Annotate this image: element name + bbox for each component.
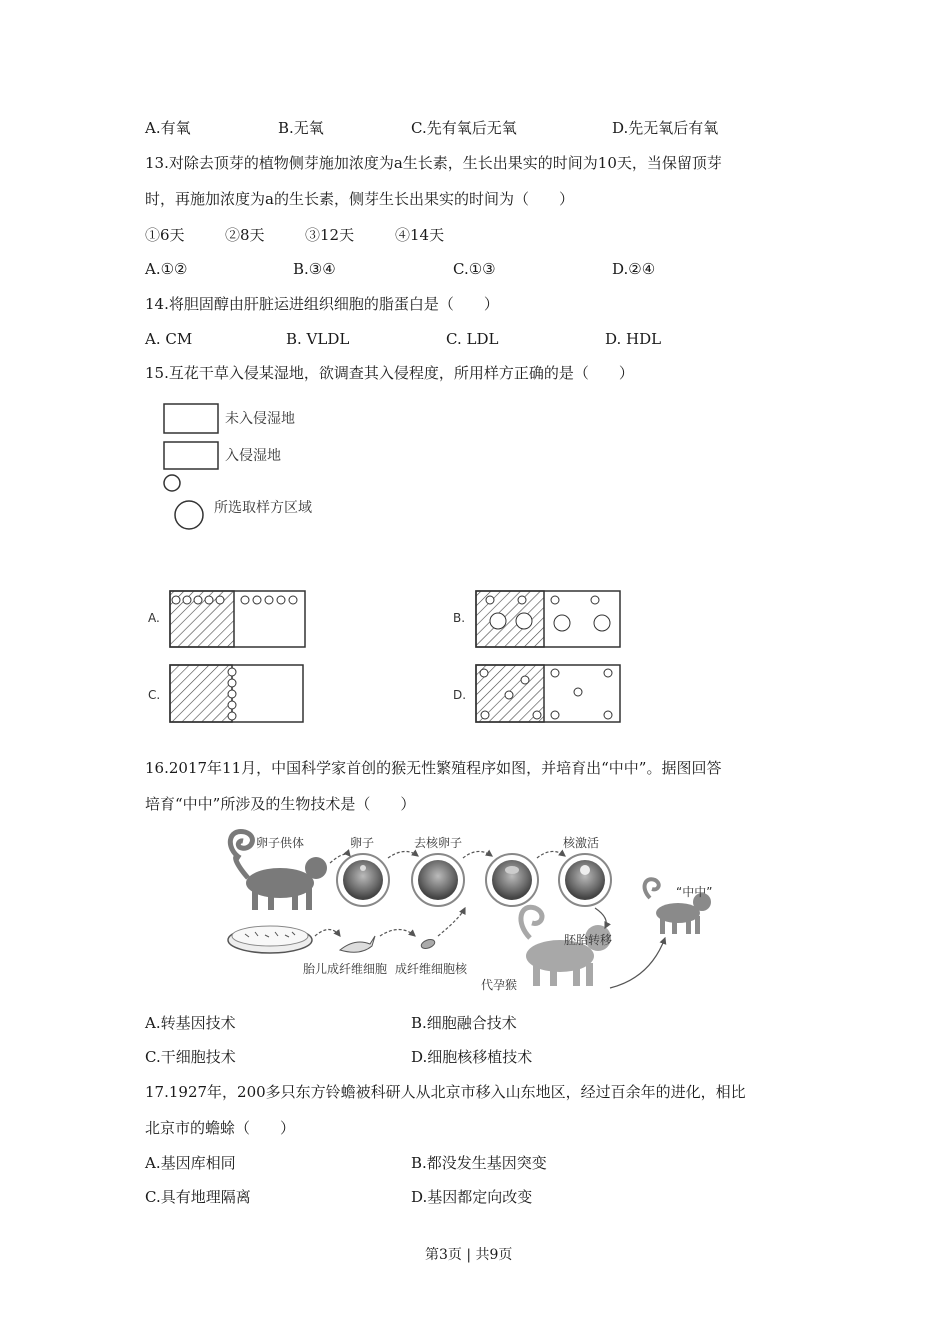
q13-stem-line2: 时，再施加浓度为a的生长素，侧芽生长出果实的时间为（ ） xyxy=(145,190,574,208)
legend-invaded-label: 入侵湿地 xyxy=(225,448,281,464)
label-egg-donor: 卵子供体 xyxy=(256,836,305,850)
q15-panel-b-label: B. xyxy=(453,611,466,625)
q17-stem-line2: 北京市的蟾蜍（ ） xyxy=(145,1119,296,1137)
q16-option-a: A.转基因技术 xyxy=(145,1014,236,1032)
q12-option-a: A.有氧 xyxy=(145,119,191,137)
q12-option-c: C.先有氧后无氧 xyxy=(411,119,517,137)
q17-option-b: B.都没发生基因突变 xyxy=(411,1154,547,1172)
q14-option-b: B. VLDL xyxy=(286,330,350,348)
q15-panel-a-label: A. xyxy=(148,611,160,625)
q12-option-b: B.无氧 xyxy=(278,119,324,137)
legend-large-circle xyxy=(175,501,203,529)
q13-choice-2: ②8天 xyxy=(225,226,265,244)
q16-stem-line1: 16.2017年11月，中国科学家首创的猴无性繁殖程序如图，并培育出“中中”。据图回答 xyxy=(145,759,722,777)
q13-option-d: D.②④ xyxy=(612,260,656,278)
q15-panel-c-label: C. xyxy=(148,688,161,702)
label-enucleated-egg: 去核卵子 xyxy=(414,836,463,850)
q13-stem-line1: 13.对除去顶芽的植物侧芽施加浓度为a生长素，生长出果实的时间为10天，当保留顶芽 xyxy=(145,154,722,172)
label-embryo-transfer: 胚胎转移 xyxy=(564,933,613,947)
label-zhongzhong: “中中” xyxy=(676,885,713,899)
q16-option-c: C.干细胞技术 xyxy=(145,1048,236,1066)
q13-option-c: C.①③ xyxy=(453,260,496,278)
q16-option-d: D.细胞核移植技术 xyxy=(411,1048,533,1066)
q15-stem: 15.互花干草入侵某湿地，欲调查其入侵程度，所用样方正确的是（ ） xyxy=(145,364,634,382)
q14-stem: 14.将胆固醇由肝脏运进组织细胞的脂蛋白是（ ） xyxy=(145,295,499,313)
q17-stem-line1: 17.1927年，200多只东方铃蟾被科研人从北京市移入山东地区，经过百余年的进化，相比 xyxy=(145,1083,746,1101)
label-egg: 卵子 xyxy=(350,836,375,850)
legend-uninvaded-box xyxy=(164,404,218,433)
panel-d xyxy=(476,665,620,722)
q13-choice-1: ①6天 xyxy=(145,226,185,244)
label-fetal-fibroblast: 胎儿成纤维细胞 xyxy=(303,962,388,976)
page-footer: 第3页 | 共9页 xyxy=(425,1247,513,1263)
q13-option-a: A.①② xyxy=(145,260,188,278)
q16-cloning-diagram xyxy=(220,828,730,998)
q16-option-b: B.细胞融合技术 xyxy=(411,1014,517,1032)
egg-cell xyxy=(337,854,389,906)
q13-option-b: B.③④ xyxy=(293,260,336,278)
legend-invaded-box xyxy=(164,442,218,469)
fibroblast-cell xyxy=(340,936,375,952)
legend-uninvaded-label: 未入侵湿地 xyxy=(225,411,295,427)
enucleated-egg xyxy=(412,854,464,906)
label-nuclear-activation: 核激活 xyxy=(563,836,600,850)
q15-sample-panels xyxy=(160,585,640,730)
q17-option-c: C.具有地理隔离 xyxy=(145,1188,251,1206)
q13-choice-4: ④14天 xyxy=(395,226,445,244)
q17-option-a: A.基因库相同 xyxy=(145,1154,236,1172)
legend-sample-label: 所选取样方区域 xyxy=(214,500,312,516)
q12-option-d: D.先无氧后有氧 xyxy=(612,119,719,137)
legend-small-circle xyxy=(164,475,180,491)
reconstructed-egg xyxy=(486,854,538,906)
q13-choice-3: ③12天 xyxy=(305,226,355,244)
activated-egg xyxy=(559,854,611,906)
label-surrogate: 代孕猴 xyxy=(481,978,518,992)
q16-stem-line2: 培育“中中”所涉及的生物技术是（ ） xyxy=(145,795,416,813)
label-fibroblast-nucleus: 成纤维细胞核 xyxy=(395,962,468,976)
q17-option-d: D.基因都定向改变 xyxy=(411,1188,533,1206)
fibroblast-nucleus xyxy=(420,938,436,950)
panel-c xyxy=(170,665,303,722)
panel-a xyxy=(170,591,305,647)
q14-option-c: C. LDL xyxy=(446,330,499,348)
q14-option-d: D. HDL xyxy=(605,330,662,348)
q14-option-a: A. CM xyxy=(145,330,193,348)
q15-panel-d-label: D. xyxy=(453,688,467,702)
panel-b xyxy=(476,591,620,647)
petri-dish xyxy=(228,926,312,953)
